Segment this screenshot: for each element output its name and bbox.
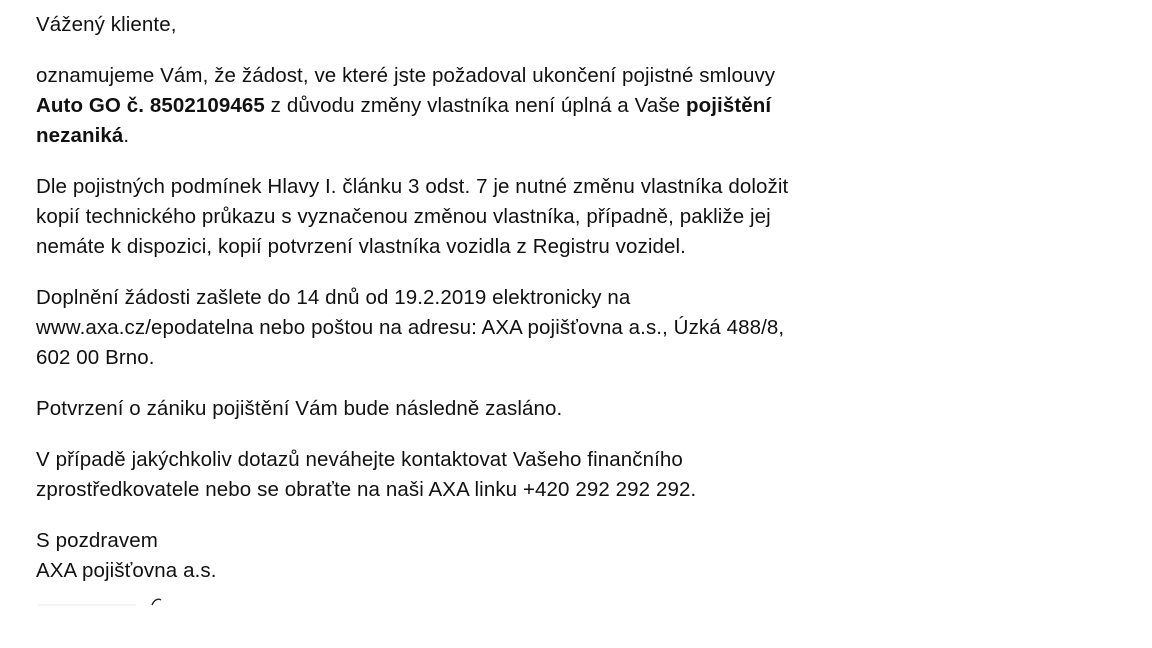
paragraph-text: z důvodu změny vlastníka není úplná a Vaše <box>264 94 686 117</box>
closing-company: AXA pojišťovna a.s. <box>36 559 217 582</box>
greeting: Vážený kliente, <box>36 13 177 36</box>
paragraph-text: . <box>123 124 130 147</box>
paragraph-line: V případě jakýchkoliv dotazů neváhejte kontaktovat Vašeho finančního <box>36 448 683 471</box>
contract-number: Auto GO č. 8502109465 <box>36 94 265 117</box>
paragraph-line: Doplnění žádosti zašlete do 14 dnů od 19.2.2019 elektronicky na <box>36 286 631 309</box>
paragraph-confirmation: Potvrzení o zániku pojištění Vám bude následně zasláno. <box>36 397 563 420</box>
closing-salutation: S pozdravem <box>36 529 158 552</box>
paragraph-line: Dle pojistných podmínek Hlavy I. článku 3 odst. 7 je nutné změnu vlastníka doložit <box>36 175 789 198</box>
signature-fragment <box>36 596 176 606</box>
paragraph-line: nemáte k dispozici, kopií potvrzení vlastníka vozidla z Registru vozidel. <box>36 235 686 258</box>
paragraph-conditions <box>36 172 916 262</box>
paragraph-line: zprostředkovatele nebo se obraťte na naši AXA linku +420 292 292 292. <box>36 478 697 501</box>
closing <box>36 526 916 586</box>
status-bold: pojištění <box>685 94 772 117</box>
paragraph-submission <box>36 283 916 373</box>
paragraph-line: oznamujeme Vám, že žádost, ve které jste požadoval ukončení pojistné smlouvy <box>36 64 776 87</box>
letter-body <box>36 10 916 586</box>
paragraph-line: 602 00 Brno. <box>36 346 155 369</box>
paragraph-contact <box>36 445 916 505</box>
paragraph-contract-status <box>36 61 916 151</box>
status-bold: nezaniká <box>36 124 124 147</box>
paragraph-line: www.axa.cz/epodatelna nebo poštou na adresu: AXA pojišťovna a.s., Úzká 488/8, <box>36 316 785 339</box>
paragraph-line: kopií technického průkazu s vyznačenou změnou vlastníka, případně, pakliže jej <box>36 205 771 228</box>
